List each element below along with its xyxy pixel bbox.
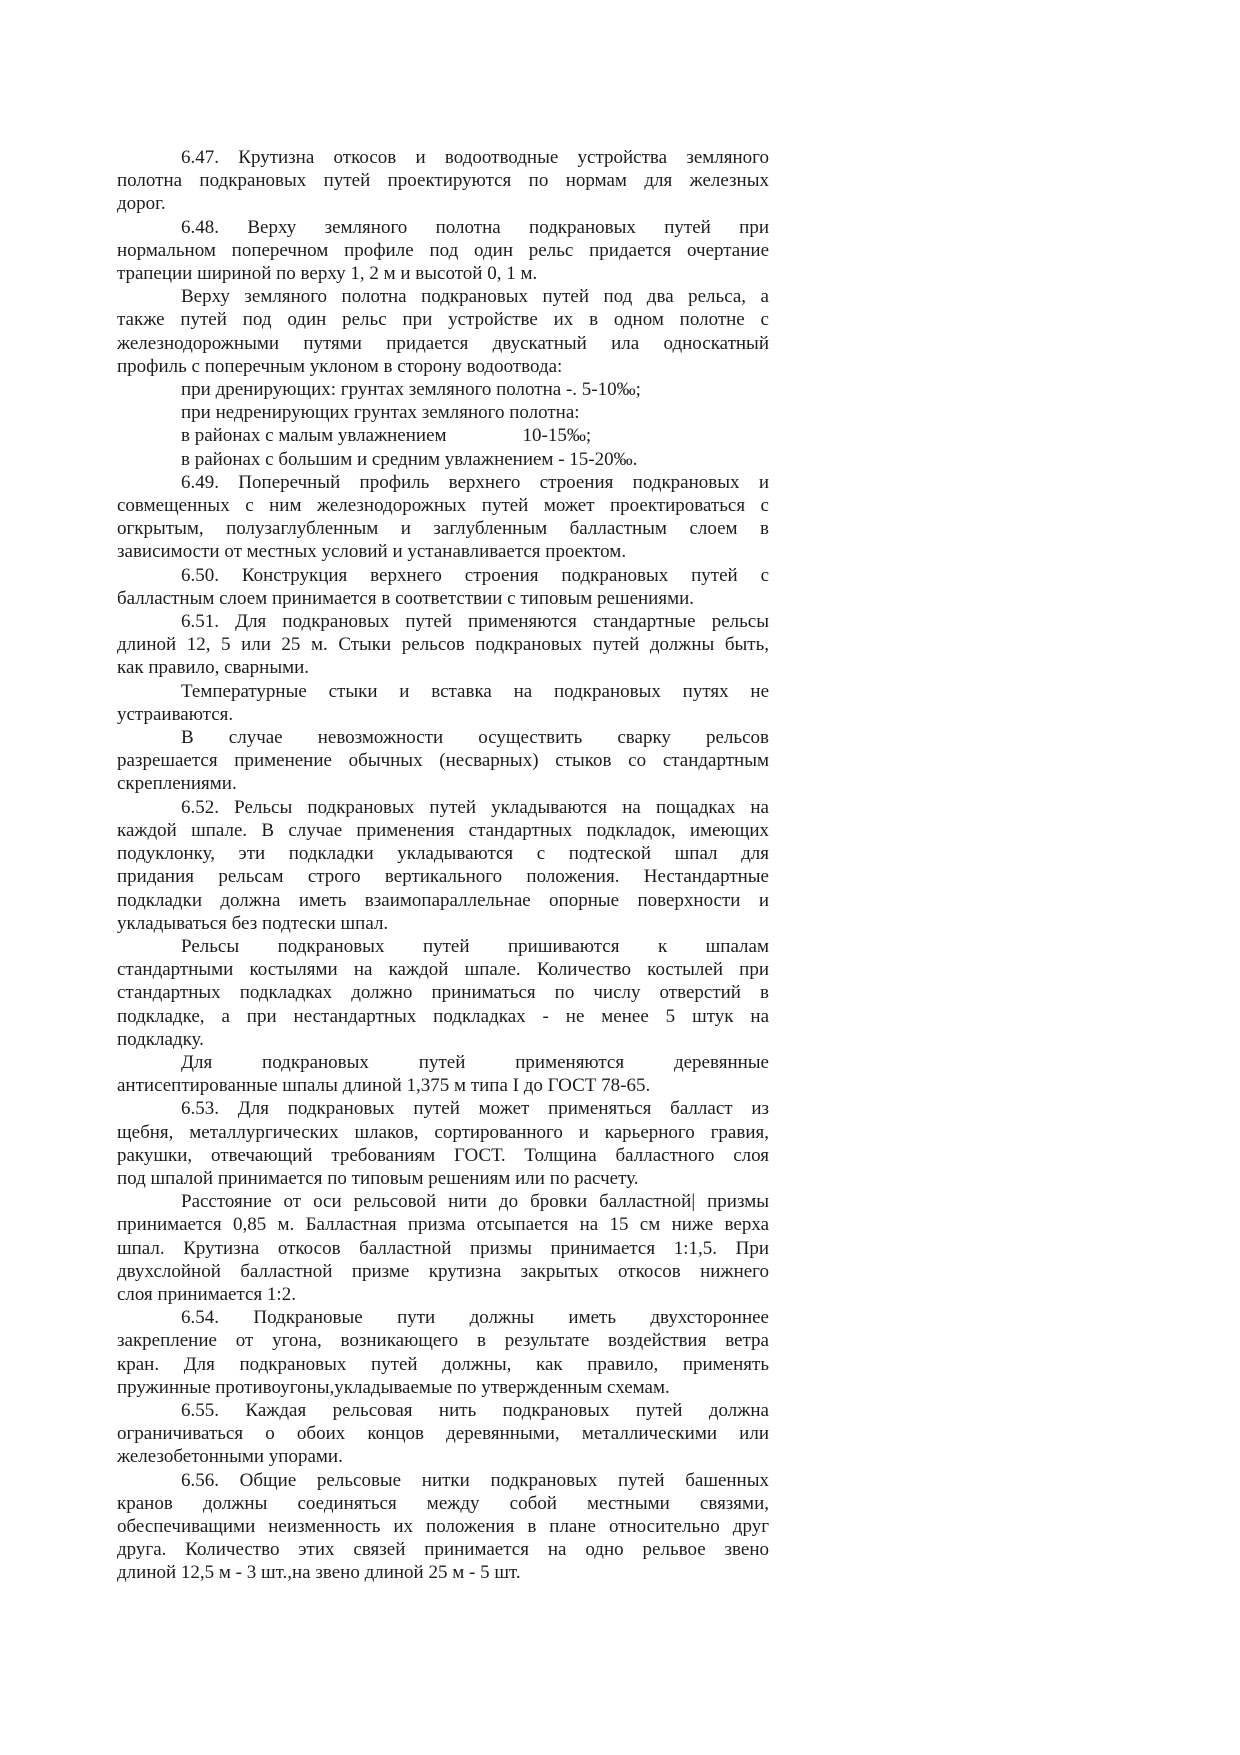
text-line: шпал. Крутизна откосов балластной призмы принимается 1:1,5. При (117, 1237, 769, 1259)
text-line: 6.51. Для подкрановых путей применяются стандартные рельсы (181, 611, 769, 633)
paragraph (117, 424, 769, 447)
text-line: длиной 12,5 м - 3 шт.,на звено длиной 25 м - 5 шт. (117, 1562, 521, 1584)
text-line: Верху земляного полотна подкрановых путей под два рельса, а (181, 286, 769, 308)
text-line: принимается 0,85 м. Балластная призма отсыпается на 15 см ниже верха (117, 1214, 769, 1236)
text-line: 6.55. Каждая рельсовая нить подкрановых путей должна (181, 1399, 769, 1421)
text-line: подкладку. (117, 1028, 204, 1050)
text-line: Для подкрановых путей применяются деревянные (181, 1051, 769, 1073)
text-line: железобетонными упорами. (117, 1446, 343, 1468)
text-line: 6.52. Рельсы подкрановых путей укладываются на пощадках на (181, 796, 769, 818)
text-line: 6.50. Конструкция верхнего строения подкрановых путей с (181, 564, 769, 586)
text-line: ракушки, отвечающий требованиям ГОСТ. Толщина балластного слоя (117, 1144, 769, 1166)
text-line: 6.49. Поперечный профиль верхнего строения подкрановых и (181, 471, 769, 493)
text-line: каждой шпале. В случае применения стандартных подкладок, имеющих (117, 819, 769, 841)
text-line: балластным слоем принимается в соответствии с типовым решениями. (117, 587, 695, 609)
paragraph (117, 935, 769, 1051)
text-line: щебня, металлургических шлаков, сортированного и карьерного гравия, (117, 1121, 769, 1143)
text-line: 6.56. Общие рельсовые нитки подкрановых путей башенных (181, 1469, 769, 1491)
paragraph (117, 216, 769, 286)
text-line: длиной 12, 5 или 25 м. Стыки рельсов подкрановых путей должны быть, (117, 634, 769, 656)
text-line: слоя принимается 1:2. (117, 1283, 296, 1305)
text-line: Рельсы подкрановых путей пришиваются к шпалам (181, 935, 769, 957)
paragraph (117, 1097, 769, 1190)
text-line: профиль с поперечным уклоном в сторону водоотвода: (117, 355, 563, 377)
text-line: дорог. (117, 193, 166, 215)
text-line: пружинные противоугоны,укладываемые по утвержденным схемам. (117, 1376, 670, 1398)
paragraph (117, 796, 769, 935)
text-line: стандартных подкладках должно приниматься по числу отверстий в (117, 982, 769, 1004)
paragraph (117, 285, 769, 378)
paragraph (117, 680, 769, 726)
text-line: подкладке, а при нестандартных подкладках - не менее 5 штук на (117, 1005, 769, 1027)
text-line: также путей под один рельс при устройстве их в одном полотне с (117, 309, 769, 331)
text-line: кран. Для подкрановых путей должны, как правило, применять (117, 1353, 769, 1375)
text-line: полотна подкрановых путей проектируются по нормам для железных (117, 170, 769, 192)
text-line: стандартными костылями на каждой шпале. Количество костылей при (117, 959, 769, 981)
text-line: друга. Количество этих связей принимается на одно рельвое звено (117, 1539, 769, 1561)
text-line: антисептированные шпалы длиной 1,375 м типа I до ГОСТ 78-65. (117, 1075, 651, 1097)
text-line: закрепление от угона, возникающего в результате воздействия ветра (117, 1330, 769, 1352)
text-line: 6.47. Крутизна откосов и водоотводные устройства земляного (181, 147, 769, 168)
text-line: при недренирующих грунтах земляного полотна: (181, 402, 580, 424)
text-line: подуклонку, эти подкладки укладываются с подтеской шпал для (117, 843, 769, 865)
paragraph (117, 1469, 769, 1585)
paragraph (117, 564, 769, 610)
paragraph (117, 1190, 769, 1306)
paragraph (117, 471, 769, 564)
text-line: подкладки должна иметь взаимопараллельнае опорные поверхности и (117, 889, 769, 911)
text-line: огкрытым, полузаглубленным и заглубленным балластным слоем в (117, 518, 769, 540)
text-line: разрешается применение обычных (несварных) стыков со стандартным (117, 750, 769, 772)
text-line: при дренирующих: грунтах земляного полотна -. 5-10‰; (181, 379, 641, 401)
text-line: трапеции шириной по верху 1, 2 м и высотой 0, 1 м. (117, 263, 538, 285)
text-line: 6.48. Верху земляного полотна подкрановых путей при (181, 216, 769, 238)
text-line: ограничиваться о обоих концов деревянными, металлическими или (117, 1423, 769, 1445)
paragraph (117, 448, 769, 471)
text-line: устраиваются. (117, 703, 234, 725)
text-line: как правило, сварными. (117, 657, 310, 679)
paragraph (117, 1051, 769, 1097)
text-line: железнодорожными путями придается двускатный ила односкатный (117, 332, 769, 354)
text-line: придания рельсам строго вертикального положения. Нестандартные (117, 866, 769, 888)
text-line: зависимости от местных условий и устанавливается проектом. (117, 541, 627, 563)
text-column (117, 146, 769, 1585)
text-line: укладываться без подтески шпал. (117, 912, 389, 934)
paragraph (117, 401, 769, 424)
text-line: нормальном поперечном профиле под один рельс придается очертание (117, 239, 769, 261)
text-line: В случае невозможности осуществить сварку рельсов (181, 727, 769, 749)
text-line: 6.53. Для подкрановых путей может применяться балласт из (181, 1098, 769, 1120)
paragraph (117, 610, 769, 680)
text-line: кранов должны соединяться между собой местными связями, (117, 1492, 769, 1514)
text-line: в районах с малым увлажнением 10-15‰; (181, 425, 592, 447)
text-line: Температурные стыки и вставка на подкрановых путях не (181, 680, 769, 702)
text-line: Расстояние от оси рельсовой нити до бровки балластной| призмы (181, 1191, 769, 1213)
paragraph (117, 1306, 769, 1399)
text-line: скреплениями. (117, 773, 237, 795)
paragraph (117, 146, 769, 216)
text-line: обеспечиващими неизменность их положения в плане относительно друг (117, 1515, 769, 1537)
text-line: совмещенных с ним железнодорожных путей может проектироваться с (117, 495, 769, 517)
text-line: двухслойной балластной призме крутизна закрытых откосов нижнего (117, 1260, 769, 1282)
text-line: 6.54. Подкрановые пути должны иметь двухстороннее (181, 1307, 769, 1329)
text-line: в районах с большим и средним увлажнением - 15-20‰. (181, 448, 638, 470)
text-line: под шпалой принимается по типовым решениям или по расчету. (117, 1167, 639, 1189)
paragraph (117, 726, 769, 796)
paragraph (117, 1399, 769, 1469)
paragraph (117, 378, 769, 401)
